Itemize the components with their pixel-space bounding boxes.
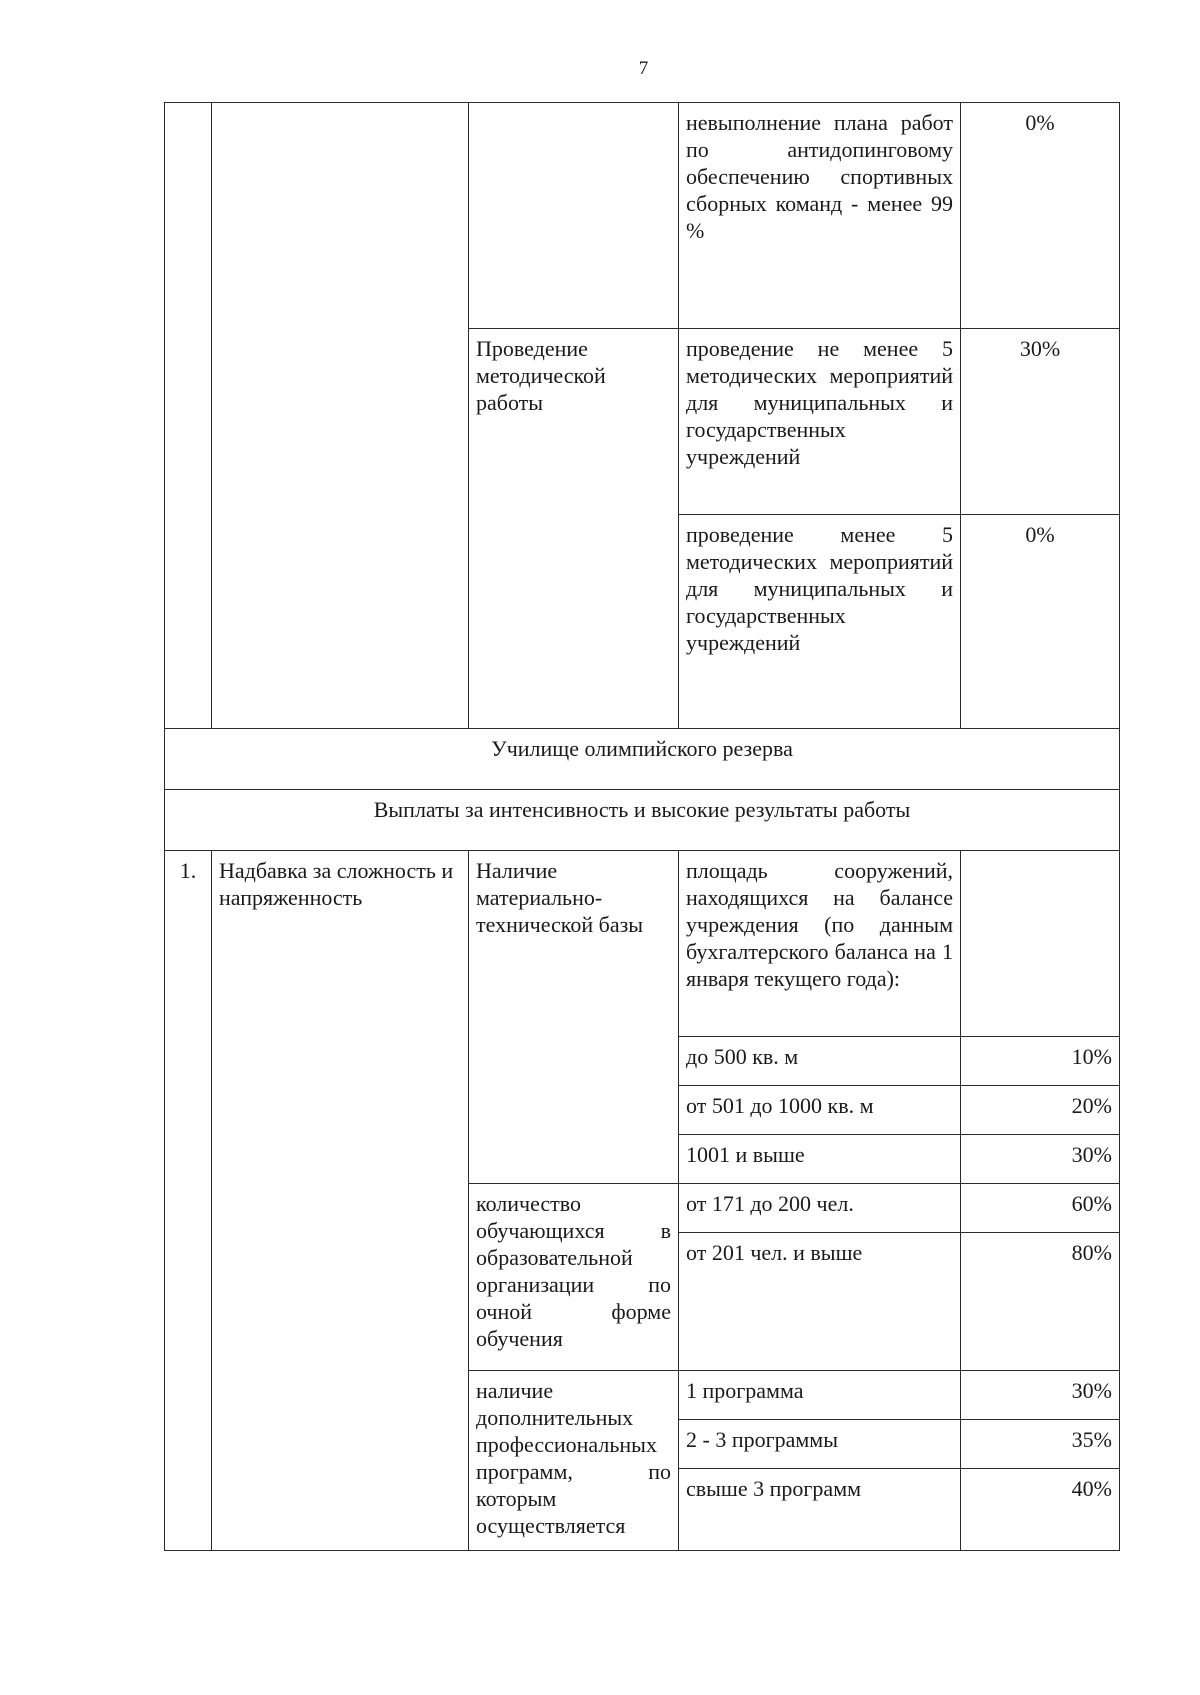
criterion-cell: 1001 и выше <box>679 1135 961 1184</box>
value-cell: 10% <box>961 1037 1120 1086</box>
item-number: 1. <box>165 851 212 1551</box>
criterion-cell: площадь сооружений, находящихся на балансе учреждения (по данным бухгалтерского баланса на 1 января текущего года): <box>679 851 961 1037</box>
value-cell: 30% <box>961 1135 1120 1184</box>
table-row <box>165 103 1120 329</box>
value-cell: 30% <box>961 329 1120 515</box>
criterion-cell: 1 программа <box>679 1371 961 1420</box>
section-row <box>165 729 1120 790</box>
value-cell: 80% <box>961 1233 1120 1371</box>
value-cell: 40% <box>961 1469 1120 1551</box>
payment-name: Надбавка за сложность и напряженность <box>212 851 469 1551</box>
value-cell: 30% <box>961 1371 1120 1420</box>
criteria-table <box>164 102 1120 1551</box>
value-cell: 0% <box>961 103 1120 329</box>
value-cell: 0% <box>961 515 1120 729</box>
value-cell: 60% <box>961 1184 1120 1233</box>
criterion-cell: 2 - 3 программы <box>679 1420 961 1469</box>
criterion-cell: от 501 до 1000 кв. м <box>679 1086 961 1135</box>
subsection-row <box>165 790 1120 851</box>
indicator-cell: Проведение методической работы <box>469 329 679 729</box>
number-cell <box>165 103 212 729</box>
criterion-cell: невыполнение плана работ по антидопинговому обеспечению спортивных сборных команд - менее 99 % <box>679 103 961 329</box>
indicator-cell <box>469 103 679 329</box>
page-number: 7 <box>638 58 649 79</box>
value-cell <box>961 851 1120 1037</box>
table-row <box>165 851 1120 1037</box>
criterion-cell: от 171 до 200 чел. <box>679 1184 961 1233</box>
criterion-cell: проведение не менее 5 методических мероприятий для муниципальных и государственных учреждений <box>679 329 961 515</box>
indicator-cell: количество обучающихся в образовательной организации по очной форме обучения <box>469 1184 679 1371</box>
value-cell: 35% <box>961 1420 1120 1469</box>
criterion-cell: от 201 чел. и выше <box>679 1233 961 1371</box>
criterion-cell: свыше 3 программ <box>679 1469 961 1551</box>
indicator-cell: наличие дополнительных профессиональных программ, по которым осуществляется <box>469 1371 679 1551</box>
indicator-cell: Наличие материально-технической базы <box>469 851 679 1184</box>
payment-name-cell <box>212 103 469 729</box>
section-title: Училище олимпийского резерва <box>165 729 1120 790</box>
value-cell: 20% <box>961 1086 1120 1135</box>
criterion-cell: до 500 кв. м <box>679 1037 961 1086</box>
criterion-cell: проведение менее 5 методических мероприятий для муниципальных и государственных учреждений <box>679 515 961 729</box>
subsection-title: Выплаты за интенсивность и высокие результаты работы <box>165 790 1120 851</box>
